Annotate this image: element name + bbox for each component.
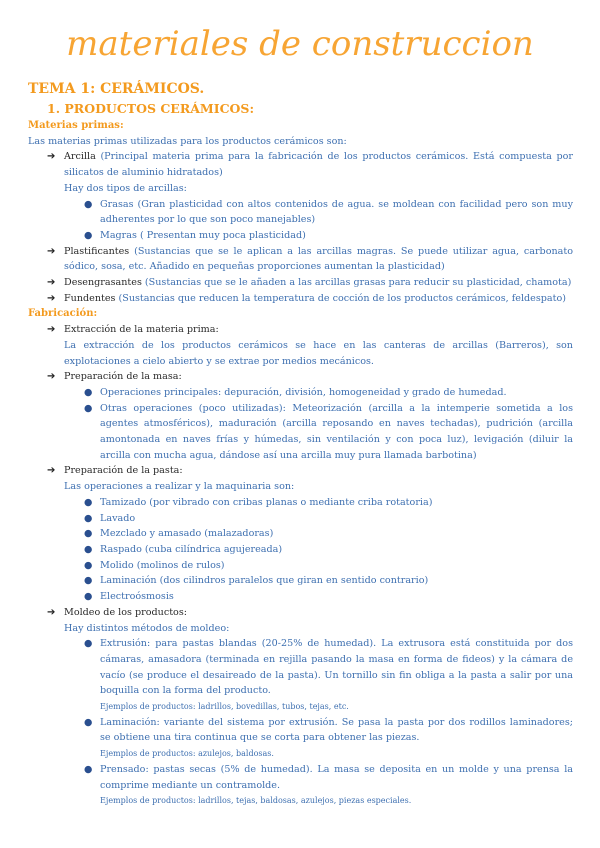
bullet-text: Tamizado (por vibrado con cribas planas o mediante criba rotatoria) <box>100 496 433 508</box>
bullet-icon: ● <box>84 559 93 571</box>
list-item <box>28 275 573 291</box>
list-item <box>28 322 573 338</box>
list-item <box>28 369 573 385</box>
bullet-text: Raspado (cuba cilíndrica agujereada) <box>100 543 283 555</box>
bullet-text: Extrusión: para pastas blandas (20-25% de humedad). La extrusora está constituida por dos cámaras, amasadora (terminada en rejilla pasando la masa en forma de fideos) y la cámara de vacío (se produce el desaireado de la pasta). Un tornillo sin fin obliga a la pasta a salir por una boquilla con la forma del producto. <box>100 638 573 697</box>
bullet-icon: ● <box>84 229 93 241</box>
bullet-text: Otras operaciones (poco utilizadas): Meteorización (arcilla a la intemperie sometida a los agentes atmosféricos), maduración (arcilla reposando en naves techadas), pudrición (arcilla amontonada en naves frías y húmedas, sin ventilación y con poca luz), levigación (diluir la arcilla con mucha agua, dándose así una arcilla muy pura llamada barbotina) <box>100 402 573 461</box>
examples: Ejemplos de productos: ladrillos, tejas, baldosas, azulejos, piezas especiales. <box>100 796 412 806</box>
list-item <box>28 762 573 793</box>
list-item <box>28 542 573 558</box>
list-item <box>28 244 573 275</box>
list-item <box>28 228 573 244</box>
document-body <box>28 0 573 819</box>
list-item <box>28 463 573 479</box>
term-desc: (Principal materia prima para la fabricación de los productos cerámicos. Está compuesta por silicatos de aluminio hidratados) <box>64 151 573 179</box>
bullet-icon: ● <box>84 496 93 508</box>
arrow-icon: ➔ <box>47 277 56 289</box>
list-item <box>28 589 573 605</box>
bullet-text: Prensado: pastas secas (5% de humedad). La masa se deposita en un molde y una prensa la comprime mediante un contramolde. <box>100 763 573 791</box>
term-desc: (Sustancias que reducen la temperatura de cocción de los productos cerámicos, feldespato) <box>115 292 567 304</box>
list-item <box>28 149 573 180</box>
page-title: materiales de construccion <box>66 24 534 64</box>
list-item <box>28 401 573 464</box>
term: Arcilla <box>64 151 96 163</box>
bullet-text: Lavado <box>100 512 136 524</box>
bullet-icon: ● <box>84 386 93 398</box>
bullet-text: Magras ( Presentan muy poca plasticidad) <box>100 229 306 241</box>
arrow-icon: ➔ <box>47 245 56 257</box>
list-item <box>28 573 573 589</box>
list-item <box>28 385 573 401</box>
list-item <box>28 526 573 542</box>
bullet-icon: ● <box>84 528 93 540</box>
list-item <box>28 558 573 574</box>
term: Preparación de la masa: <box>64 371 182 383</box>
arrow-icon: ➔ <box>47 465 56 477</box>
materias-intro: Las materias primas utilizadas para los productos cerámicos son: <box>28 135 347 147</box>
bullet-text: Mezclado y amasado (malazadoras) <box>100 528 274 540</box>
bullet-text: Laminación (dos cilindros paralelos que giran en sentido contrario) <box>100 575 429 587</box>
arrow-icon: ➔ <box>47 324 56 336</box>
list-item <box>28 605 573 621</box>
topic-heading: TEMA 1: CERÁMICOS. <box>28 81 205 97</box>
term: Fundentes <box>64 292 116 304</box>
list-item <box>28 197 573 228</box>
bullet-icon: ● <box>84 198 93 210</box>
bullet-icon: ● <box>84 575 93 587</box>
term-desc: (Sustancias que se le aplican a las arcillas magras. Se puede utilizar agua, carbonato sódico, sosa, etc. Añadido en pequeñas proporciones aumentan la plasticidad) <box>64 245 573 273</box>
arrow-icon: ➔ <box>47 371 56 383</box>
bullet-icon: ● <box>84 402 93 414</box>
paragraph: Las operaciones a realizar y la maquinaria son: <box>64 481 295 493</box>
bullet-icon: ● <box>84 543 93 555</box>
term: Preparación de la pasta: <box>64 465 183 477</box>
arcilla-types-intro: Hay dos tipos de arcillas: <box>64 182 187 194</box>
bullet-icon: ● <box>84 591 93 603</box>
paragraph: Hay distintos métodos de moldeo: <box>64 622 230 634</box>
arrow-icon: ➔ <box>47 606 56 618</box>
bullet-text: Grasas (Gran plasticidad con altos contenidos de agua. se moldean con facilidad pero son muy adherentes por lo que son poco manejables) <box>100 198 573 226</box>
examples: Ejemplos de productos: azulejos, baldosas. <box>100 749 274 759</box>
bullet-text: Operaciones principales: depuración, división, homogeneidad y grado de humedad. <box>100 386 507 398</box>
term: Desengrasantes <box>64 277 142 289</box>
arrow-icon: ➔ <box>47 151 56 163</box>
term: Moldeo de los productos: <box>64 606 187 618</box>
bullet-text: Electroósmosis <box>100 591 174 603</box>
arrow-icon: ➔ <box>47 292 56 304</box>
list-item <box>28 511 573 527</box>
bullet-text: Laminación: variante del sistema por extrusión. Se pasa la pasta por dos rodillos laminadores; se obtiene una tira continua que se corta para obtener las piezas. <box>100 716 573 744</box>
list-item <box>28 715 573 746</box>
bullet-icon: ● <box>84 763 93 775</box>
bullet-text: Molido (molinos de rulos) <box>100 559 225 571</box>
paragraph: La extracción de los productos cerámicos se hace en las canteras de arcillas (Barreros), son explotaciones a cielo abierto y se extrae por medios mecánicos. <box>64 339 573 367</box>
bullet-icon: ● <box>84 512 93 524</box>
term: Plastificantes <box>64 245 130 257</box>
section-heading: 1. PRODUCTOS CERÁMICOS: <box>47 101 255 116</box>
fabricacion-heading: Fabricación: <box>28 308 98 320</box>
examples: Ejemplos de productos: ladrillos, bovedillas, tubos, tejas, etc. <box>100 702 349 712</box>
list-item <box>28 636 573 699</box>
materias-heading: Materias primas: <box>28 120 124 131</box>
term-desc: (Sustancias que se le añaden a las arcillas grasas para reducir su plasticidad, chamota) <box>141 277 572 289</box>
list-item <box>28 495 573 511</box>
list-item <box>28 291 573 307</box>
bullet-icon: ● <box>84 716 93 728</box>
bullet-icon: ● <box>84 638 93 650</box>
term: Extracción de la materia prima: <box>64 324 219 336</box>
